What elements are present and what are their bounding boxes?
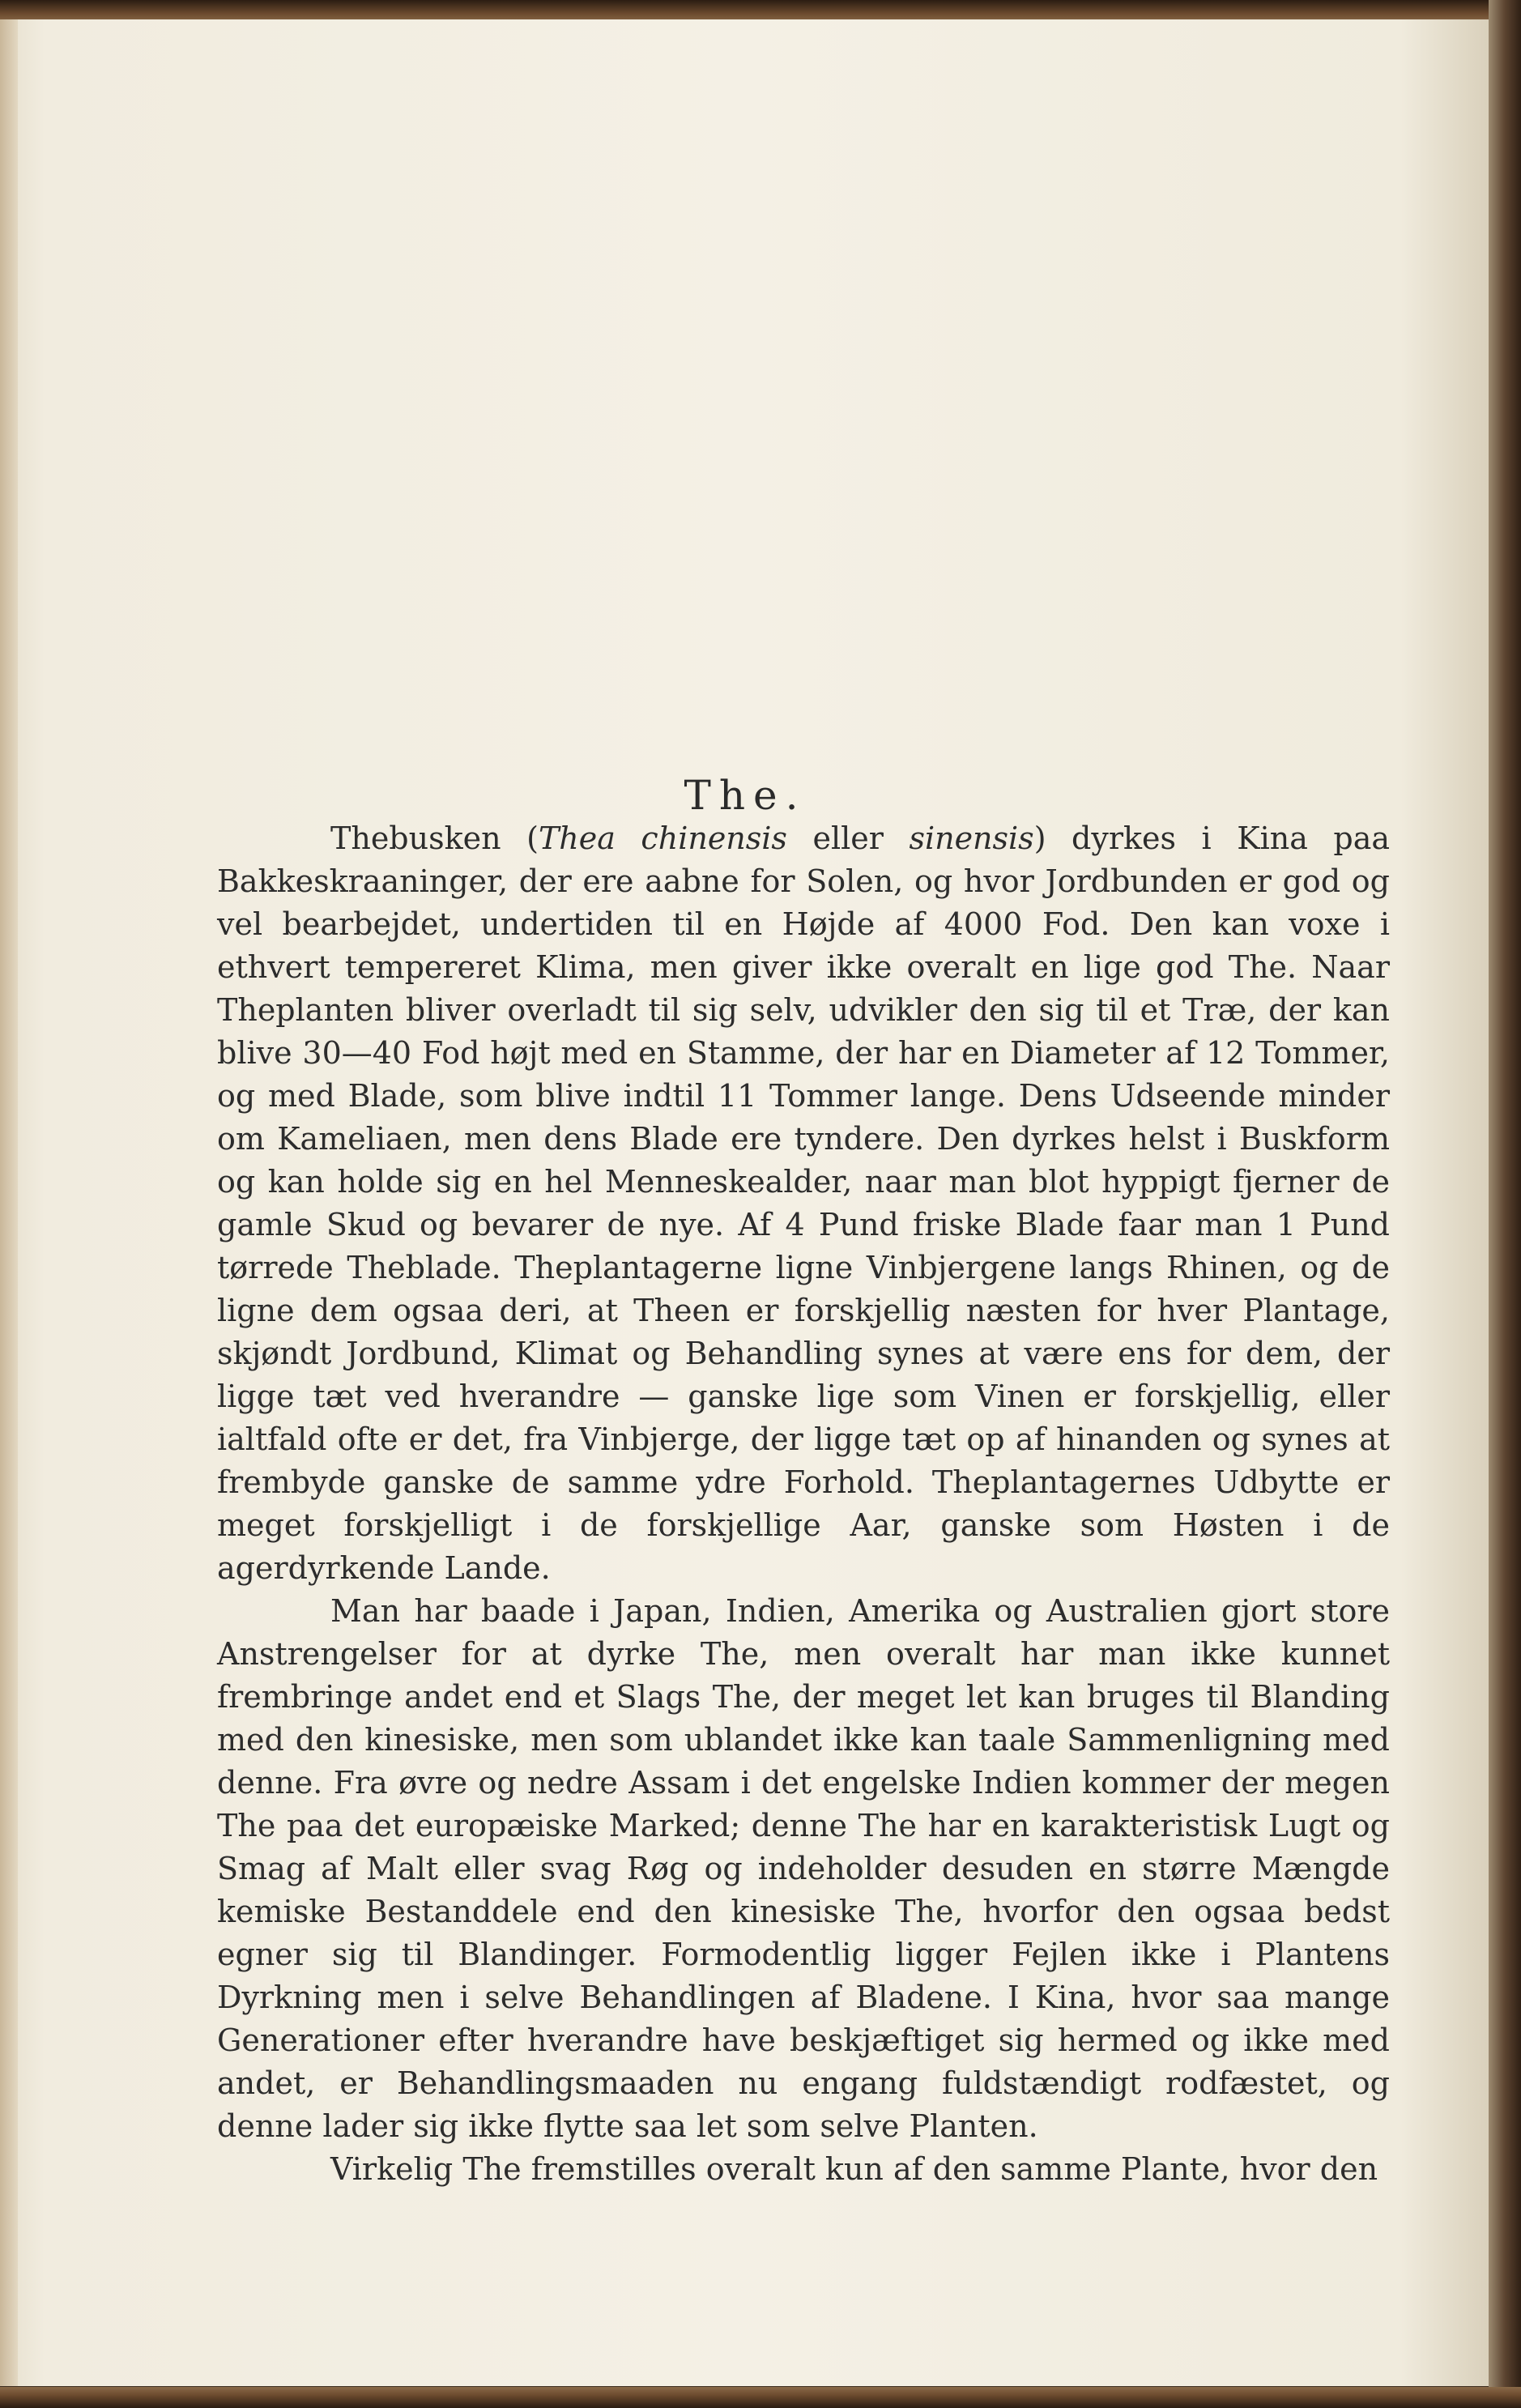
- text-run: Man har baade i Japan, Indien, Amerika og Australien gjort store Anstrengelser for at dyrke The, men overalt har man ikke kunnet frembringe andet end et Slags The, der meget let kan bruges til Blanding med den kinesiske, men som ublandet ikke kan taale Sammenligning med denne. Fra øvre og nedre Assam i det engelske Indien kommer der megen The paa det europæiske Marked; denne The har en karakteristisk Lugt og Smag af Malt eller svag Røg og indeholder desuden en større Mængde kemiske Bestanddele end den kinesiske The, hvorfor den ogsaa bedst egner sig til Blandinger. Formodentlig ligger Fejlen ikke i Plantens Dyrkning men i selve Behandlingen af Bladene. I Kina, hvor saa mange Generationer efter hverandre have beskjæftiget sig hermed og ikke med andet, er Behandlingsmaaden nu engang fuldstændigt rodfæstet, og denne lader sig ikke flytte saa let som selve Planten.: [217, 1593, 1390, 2144]
- paragraph-3: [217, 2148, 1390, 2191]
- book-binding-bottom: [0, 2387, 1521, 2408]
- paragraph-1: [217, 817, 1390, 1590]
- show-through-texture: [202, 222, 1385, 627]
- text-run: eller: [786, 820, 910, 856]
- species-name-italic: Thea chinensis: [538, 820, 787, 856]
- text-run: Virkelig The fremstilles overalt kun af den samme Plante, hvor den: [330, 2151, 1378, 2187]
- text-run: ) dyrkes i Kina paa Bakkeskraaninger, der ere aabne for Solen, og hvor Jordbunden er god og vel bearbejdet, undertiden til en Højde af 4000 Fod. Den kan voxe i ethvert tempereret Klima, men giver ikke overalt en lige god The. Naar Theplanten bliver overladt til sig selv, udvikler den sig til et Træ, der kan blive 30—40 Fod højt med en Stamme, der har en Diameter af 12 Tommer, og med Blade, som blive indtil 11 Tommer lange. Dens Udseende minder om Kameliaen, men dens Blade ere tyndere. Den dyrkes helst i Buskform og kan holde sig en hel Menneskealder, naar man blot hyppigt fjerner de gamle Skud og bevarer de nye. Af 4 Pund friske Blade faar man 1 Pund tørrede Theblade. Theplantagerne ligne Vinbjergene langs Rhinen, og de ligne dem ogsaa deri, at Theen er forskjellig næsten for hver Plantage, skjøndt Jordbund, Klimat og Behandling synes at være ens for dem, der ligge tæt ved hverandre — ganske lige som Vinen er forskjellig, eller ialtfald ofte er det, fra Vinbjerge, der ligge tæt op af hinanden og synes at frembyde ganske de samme ydre Forhold. Theplantagernes Udbytte er meget forskjelligt i de forskjellige Aar, ganske som Høsten i de agerdyrkende Lande.: [217, 820, 1391, 1586]
- body-text: [217, 817, 1390, 2191]
- book-page: [0, 19, 1490, 2386]
- page-gutter-edge: [0, 19, 18, 2386]
- paragraph-2: [217, 1590, 1390, 2148]
- species-name-italic: sinensis: [909, 820, 1034, 856]
- text-run: Thebusken (: [330, 820, 539, 856]
- book-binding-right: [1489, 0, 1521, 2408]
- page-heading: The.: [684, 771, 807, 819]
